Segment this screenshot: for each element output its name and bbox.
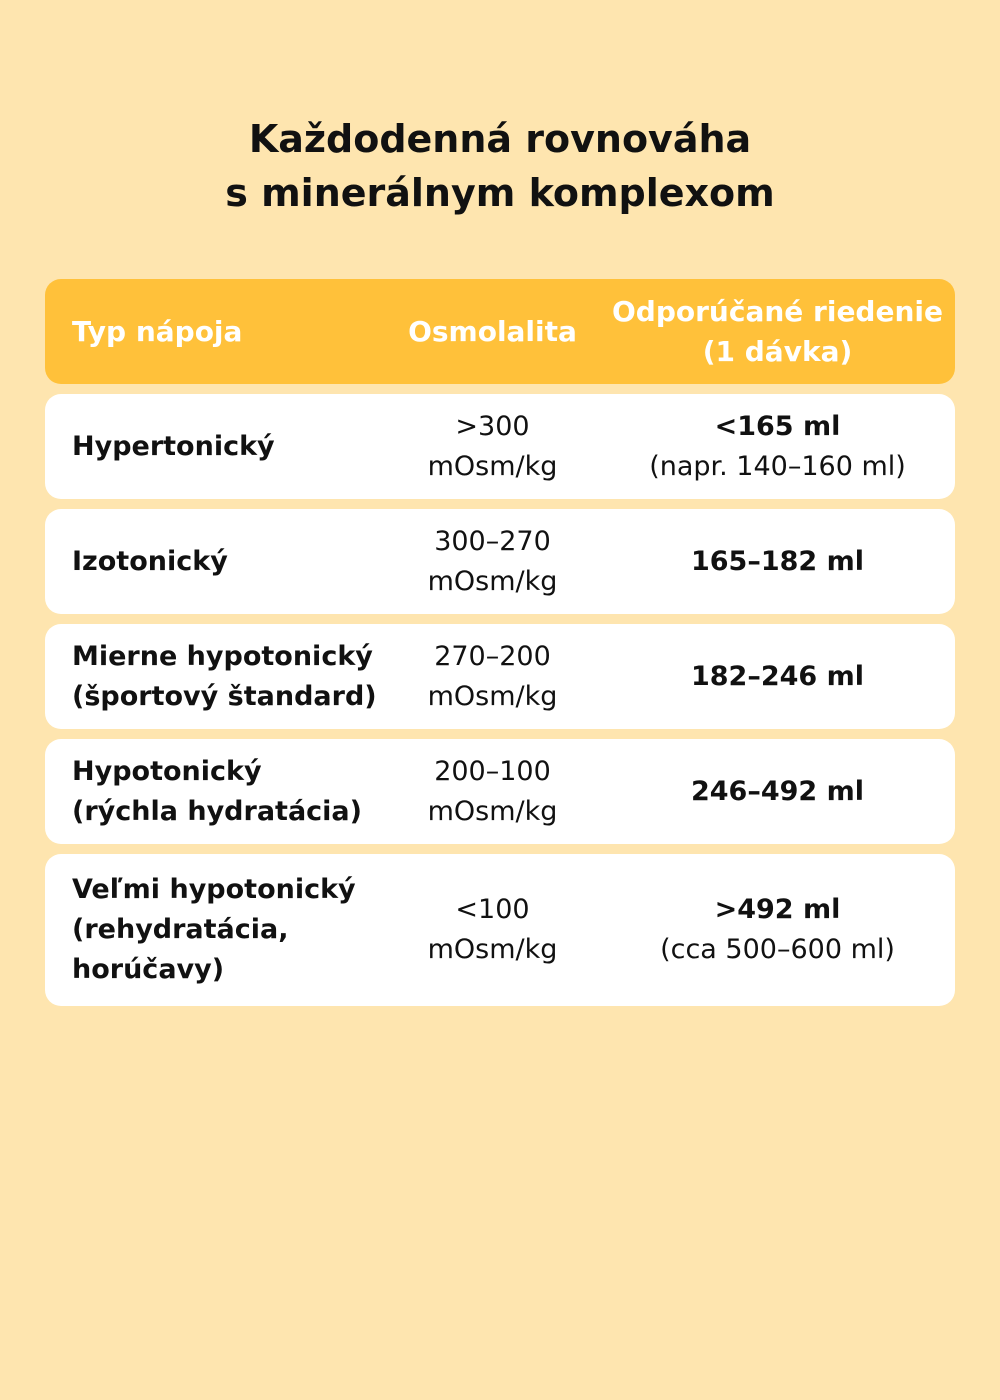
row-osmolality-unit: mOsm/kg — [427, 565, 558, 597]
row-type-line: horúčavy) — [72, 954, 225, 985]
row-type — [45, 752, 385, 832]
row-dilution-value: 165–182 ml — [690, 545, 864, 577]
row-type-line: Izotonický — [72, 545, 228, 577]
row-type-line: Veľmi hypotonický — [72, 874, 356, 905]
row-dilution-value: >492 ml — [714, 894, 841, 925]
row-osmolality — [385, 407, 600, 487]
row-dilution-value: <165 ml — [714, 410, 841, 442]
header-type: Typ nápoja — [72, 314, 243, 348]
table-row — [45, 854, 955, 1006]
page-title — [0, 112, 1000, 220]
row-dilution — [600, 407, 955, 487]
row-type-line: Hypertonický — [72, 430, 275, 462]
header-dilution — [600, 292, 955, 372]
table-row — [45, 394, 955, 499]
row-osmolality-value: >300 — [455, 410, 530, 442]
row-osmolality-unit: mOsm/kg — [427, 934, 558, 965]
row-osmolality-value: 200–100 — [434, 755, 551, 787]
row-osmolality — [385, 637, 600, 717]
title-line-2: s minerálnym komplexom — [225, 171, 775, 215]
row-type-line: (rehydratácia, — [72, 914, 289, 945]
header-osmolality: Osmolalita — [408, 314, 577, 348]
header-dilution-line-1: Odporúčané riedenie — [612, 294, 943, 328]
row-type-line: (rýchla hydratácia) — [72, 795, 362, 827]
dilution-table — [45, 279, 955, 1006]
row-type-line: Hypotonický — [72, 755, 262, 787]
row-type — [45, 637, 385, 717]
row-dilution — [600, 542, 955, 582]
row-dilution — [600, 657, 955, 697]
row-dilution-value: 246–492 ml — [690, 775, 864, 807]
row-osmolality-value: <100 — [455, 894, 530, 925]
table-row — [45, 739, 955, 844]
row-osmolality — [385, 752, 600, 832]
table-header — [45, 279, 955, 384]
row-osmolality — [385, 522, 600, 602]
row-dilution — [600, 890, 955, 970]
row-dilution — [600, 772, 955, 812]
row-osmolality-unit: mOsm/kg — [427, 680, 558, 712]
row-type — [45, 870, 385, 990]
table-row — [45, 624, 955, 729]
row-osmolality-unit: mOsm/kg — [427, 450, 558, 482]
row-dilution-note: (napr. 140–160 ml) — [649, 450, 906, 482]
header-dilution-line-2: (1 dávka) — [702, 334, 853, 368]
row-type — [45, 542, 385, 582]
row-osmolality-value: 300–270 — [434, 525, 551, 557]
row-dilution-value: 182–246 ml — [690, 660, 864, 692]
title-line-1: Každodenná rovnováha — [248, 117, 752, 161]
row-osmolality-unit: mOsm/kg — [427, 795, 558, 827]
table-row — [45, 509, 955, 614]
row-type — [45, 427, 385, 467]
row-type-line: Mierne hypotonický — [72, 640, 373, 672]
row-type-line: (športový štandard) — [72, 680, 377, 712]
row-dilution-note: (cca 500–600 ml) — [660, 934, 895, 965]
row-osmolality — [385, 890, 600, 970]
row-osmolality-value: 270–200 — [434, 640, 551, 672]
